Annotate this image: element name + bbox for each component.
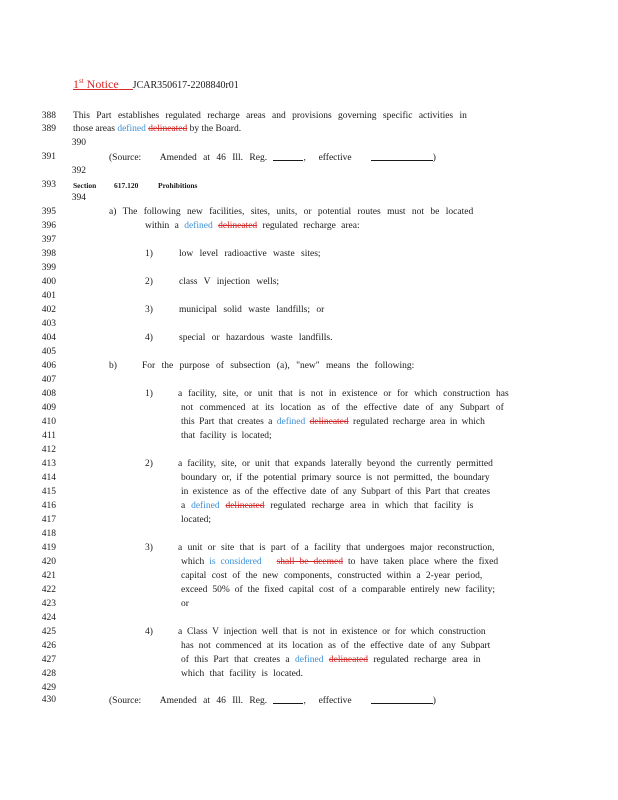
deleted-text: delineated xyxy=(309,417,349,427)
source-note-2: (Source: Amended at 46 Ill. Reg. , effective ) xyxy=(109,696,436,706)
line-number: 408 xyxy=(41,389,56,399)
list-b-4-line-4: which that facility is located. xyxy=(181,669,304,679)
line-number: 392 xyxy=(71,166,86,176)
section-title: Prohibitions xyxy=(158,181,198,190)
line-number: 430 xyxy=(41,695,56,705)
line-number: 389 xyxy=(41,124,56,134)
para-a-line-1: a) The following new facilities, sites, units, or potential routes must not be located xyxy=(109,207,474,217)
list-b-3-line-5: or xyxy=(181,599,189,609)
line-number: 391 xyxy=(41,152,56,162)
line-number: 398 xyxy=(41,249,56,259)
intro-line-2: those areas defined delineated by the Board. xyxy=(73,124,242,134)
list-b-3-line-1: a unit or site that is part of a facility that undergoes major reconstruction, xyxy=(178,543,495,553)
line-number: 407 xyxy=(41,375,56,385)
inserted-text: defined xyxy=(117,124,146,134)
line-number: 405 xyxy=(41,347,56,357)
line-number: 428 xyxy=(41,669,56,679)
line-number: 415 xyxy=(41,487,56,497)
line-number: 403 xyxy=(41,319,56,329)
line-number: 393 xyxy=(41,180,56,190)
list-b-4-line-2: has not commenced at its location as of the effective date of any Subpart xyxy=(181,641,491,651)
line-number: 414 xyxy=(41,473,56,483)
deleted-text: delineated xyxy=(328,655,368,665)
list-b-2-line-3: in existence as of the effective date of any Subpart of this Part that creates xyxy=(181,487,491,497)
line-number: 412 xyxy=(41,445,56,455)
inserted-text: is considered xyxy=(209,557,262,567)
list-b-1-line-1: a facility, site, or unit that is not in existence or for which construction has xyxy=(178,389,509,399)
line-number: 409 xyxy=(41,403,56,413)
list-b-1-line-2: not commenced at its location as of the effective date of any Subpart of xyxy=(181,403,504,413)
list-b-2-line-5: located; xyxy=(181,515,212,525)
inserted-text: defined xyxy=(276,417,306,427)
line-number: 399 xyxy=(41,263,56,273)
list-b-2-line-2: boundary or, if the potential primary source is not permitted, the boundary xyxy=(181,473,490,483)
list-a-item: 4) special or hazardous waste landfills. xyxy=(145,333,333,343)
list-b-4-line-3: of this Part that creates a defined delineated regulated recharge area in xyxy=(181,655,481,665)
line-number: 400 xyxy=(41,277,56,287)
line-number: 416 xyxy=(41,501,56,511)
list-a-item: 3) municipal solid waste landfills; or xyxy=(145,305,325,315)
line-number: 421 xyxy=(41,571,56,581)
line-number: 429 xyxy=(41,683,56,693)
list-b-1-line-3: this Part that creates a defined delineated regulated recharge area in which xyxy=(181,417,485,427)
list-b-2-line-1: a facility, site, or unit that expands laterally beyond the currently permitted xyxy=(178,459,493,469)
line-number: 406 xyxy=(41,361,56,371)
line-number: 417 xyxy=(41,515,56,525)
line-number: 394 xyxy=(71,193,86,203)
section-number: 617.120 xyxy=(114,181,139,190)
line-number: 420 xyxy=(41,557,56,567)
line-number: 425 xyxy=(41,627,56,637)
source-note-1: (Source: Amended at 46 Ill. Reg. , effective ) xyxy=(109,153,436,163)
document-id: JCAR350617-2208840r01 xyxy=(132,80,239,91)
list-a-item: 1) low level radioactive waste sites; xyxy=(145,249,321,259)
list-b-num: 3) xyxy=(145,543,153,553)
list-b-2-line-4: a defined delineated regulated recharge area in which that facility is xyxy=(181,501,474,511)
line-number: 402 xyxy=(41,305,56,315)
line-number: 419 xyxy=(41,543,56,553)
line-number: 396 xyxy=(41,221,56,231)
line-number: 423 xyxy=(41,599,56,609)
inserted-text: defined xyxy=(184,221,213,231)
para-b-text: For the purpose of subsection (a), "new" means the following: xyxy=(142,361,415,371)
list-b-3-line-3: capital cost of the new components, constructed within a 2-year period, xyxy=(181,571,483,581)
line-number: 388 xyxy=(41,111,56,121)
intro-line-1: This Part establishes regulated recharge areas and provisions governing specific activities in xyxy=(73,111,467,121)
line-number: 413 xyxy=(41,459,56,469)
list-b-num: 1) xyxy=(145,389,153,399)
inserted-text: defined xyxy=(191,501,220,511)
list-b-4-line-1: a Class V injection well that is not in existence or for which construction xyxy=(178,627,486,637)
line-number: 410 xyxy=(41,417,56,427)
list-b-1-line-4: that facility is located; xyxy=(181,431,272,441)
deleted-text: delineated xyxy=(225,501,265,511)
deleted-text: delineated xyxy=(148,124,188,134)
line-number: 397 xyxy=(41,235,56,245)
line-number: 390 xyxy=(71,138,86,148)
para-a-line-2: within a defined delineated regulated recharge area: xyxy=(145,221,360,231)
list-b-num: 4) xyxy=(145,627,153,637)
line-number: 418 xyxy=(41,529,56,539)
line-number: 424 xyxy=(41,613,56,623)
line-number: 395 xyxy=(41,207,56,217)
list-b-num: 2) xyxy=(145,459,153,469)
line-number: 404 xyxy=(41,333,56,343)
list-a-item: 2) class V injection wells; xyxy=(145,277,280,287)
line-number: 422 xyxy=(41,585,56,595)
line-number: 411 xyxy=(42,431,56,441)
para-b-label: b) xyxy=(109,361,117,371)
deleted-text: shall be deemed xyxy=(276,557,344,567)
deleted-text: delineated xyxy=(218,221,258,231)
line-number: 401 xyxy=(41,291,56,301)
section-word: Section xyxy=(73,181,97,190)
line-number: 426 xyxy=(41,641,56,651)
line-number: 427 xyxy=(41,655,56,665)
notice-label: 1st Notice xyxy=(73,77,119,91)
list-b-3-line-2: which is considered shall be deemed to have taken place where the fixed xyxy=(181,557,499,567)
inserted-text: defined xyxy=(295,655,324,665)
list-b-3-line-4: exceed 50% of the fixed capital cost of a comparable entirely new facility; xyxy=(181,585,495,595)
notice-header xyxy=(73,77,239,92)
